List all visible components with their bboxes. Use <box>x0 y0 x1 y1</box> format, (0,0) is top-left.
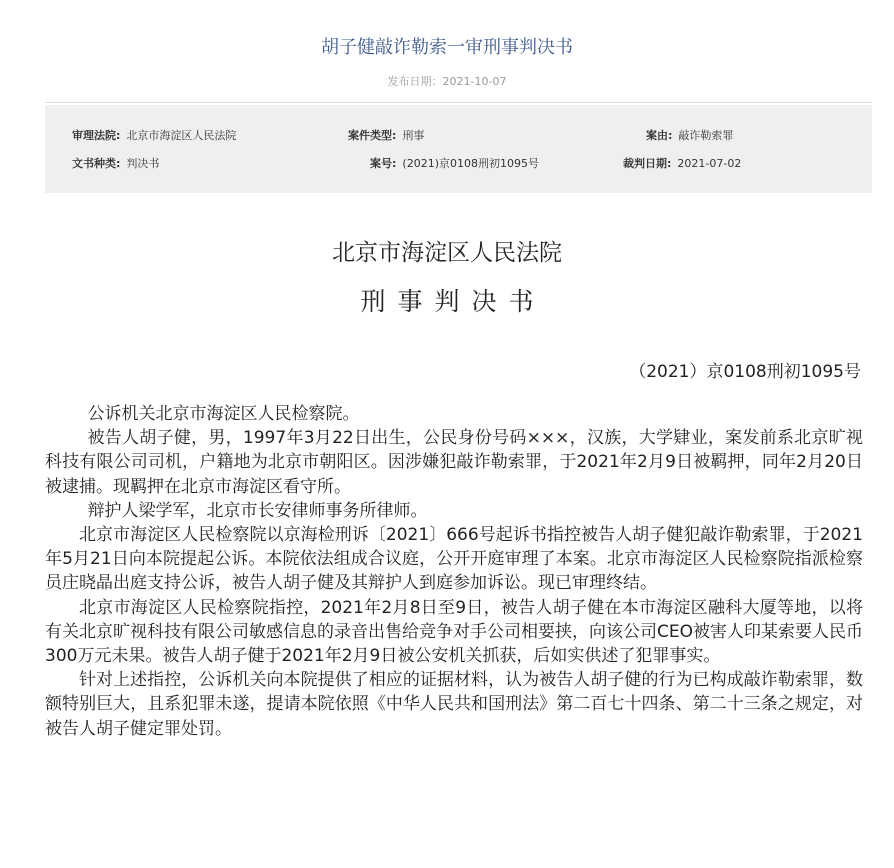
page-title: 胡子健敲诈勒索一审刑事判决书 <box>321 37 573 58</box>
meta-judgment-date-value: 2021-07-02 <box>677 157 742 170</box>
meta-judgment-date-label: 裁判日期: <box>623 157 672 170</box>
document-kind: 刑事判决书 <box>360 287 546 316</box>
meta-case-no <box>370 155 539 171</box>
court-name: 北京市海淀区人民法院 <box>332 240 562 266</box>
judgment-body <box>45 402 863 741</box>
publish-date: 发布日期：2021-10-07 <box>387 75 507 88</box>
paragraph-charges: 北京市海淀区人民检察院指控，2021年2月8日至9日，被告人胡子健在本市海淀区融科大厦等地，以将有关北京旷视科技有限公司敏感信息的录音出售给竞争对手公司相要挟，向该公司CEO被害人印某索要人民币300万元未果。被告人胡子健于2021年2月9日被公安机关抓获，后如实供述了犯罪事实。 <box>45 597 863 667</box>
paragraph-evidence: 针对上述指控，公诉机关向本院提供了相应的证据材料，认为被告人胡子健的行为已构成敲诈勒索罪，数额特别巨大，且系犯罪未遂，提请本院依照《中华人民共和国刑法》第二百七十四条、第二十三条之规定，对被告人胡子健定罪处罚。 <box>45 670 863 739</box>
header-divider <box>45 102 872 103</box>
meta-cause-value: 敲诈勒索罪 <box>678 129 734 142</box>
meta-case-no-value: (2021)京0108刑初1095号 <box>402 157 539 170</box>
meta-doc-type <box>72 155 159 171</box>
meta-court-label: 审理法院: <box>72 129 121 142</box>
meta-case-type-label: 案件类型: <box>348 129 397 142</box>
meta-case-type <box>348 127 424 143</box>
paragraph-procedure: 北京市海淀区人民检察院以京海检刑诉〔2021〕666号起诉书指控被告人胡子健犯敲诈勒索罪，于2021年5月21日向本院提起公诉。本院依法组成合议庭，公开开庭审理了本案。北京市海淀区人民检察院指派检察员庄晓晶出庭支持公诉，被告人胡子健及其辩护人到庭参加诉讼。现已审理终结。 <box>45 525 863 594</box>
case-meta-panel <box>45 105 872 193</box>
meta-doc-type-label: 文书种类: <box>72 157 121 170</box>
paragraph-defendant: 被告人胡子健，男，1997年3月22日出生，公民身份号码×××，汉族，大学肄业，案发前系北京旷视科技有限公司司机，户籍地为北京市朝阳区。因涉嫌犯敲诈勒索罪，于2021年2月9日被羁押，同年2月20日被逮捕。现羁押在北京市海淀区看守所。 <box>45 428 863 497</box>
meta-cause-label: 案由: <box>646 129 673 142</box>
case-number: （2021）京0108刑初1095号 <box>629 362 861 382</box>
meta-case-no-label: 案号: <box>370 157 397 170</box>
meta-court-value: 北京市海淀区人民法院 <box>126 129 237 142</box>
meta-doc-type-value: 判决书 <box>126 157 160 170</box>
meta-judgment-date <box>623 155 741 171</box>
meta-court <box>72 127 236 143</box>
meta-case-type-value: 刑事 <box>402 129 425 142</box>
meta-cause <box>646 127 733 143</box>
paragraph-defense-counsel: 辩护人梁学军，北京市长安律师事务所律师。 <box>87 500 428 521</box>
paragraph-prosecutor: 公诉机关北京市海淀区人民检察院。 <box>87 404 360 424</box>
